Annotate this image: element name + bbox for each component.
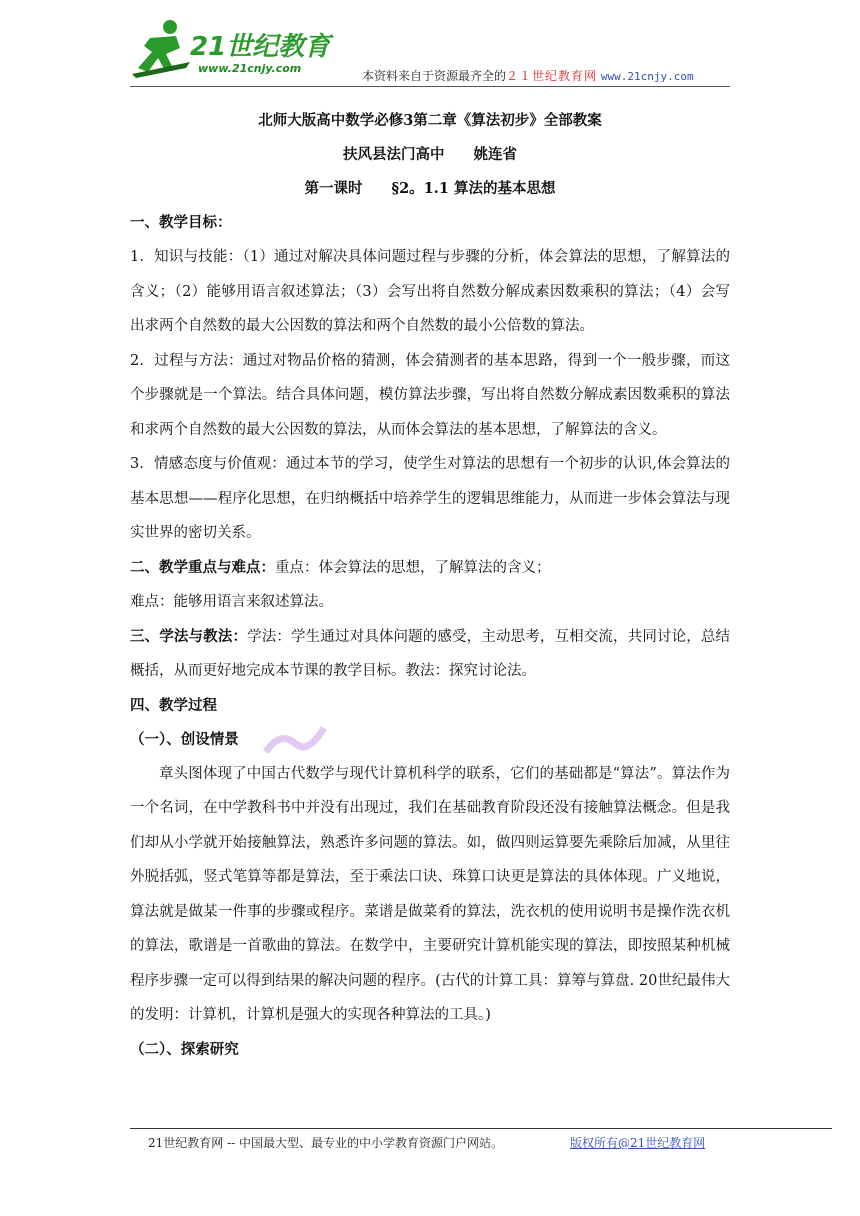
section-objectives-heading: 一、教学目标： xyxy=(130,214,232,231)
footer-text: 21世纪教育网 -- 中国最大型、最专业的中小学教育资源门户网站。 xyxy=(148,1136,504,1150)
header-divider xyxy=(130,86,730,87)
objective-attitude: 3．情感态度与价值观：通过本节的学习，使学生对算法的思想有一个初步的认识,体会算法的基本思想——程序化思想，在归纳概括中培养学生的逻辑思维能力，从而进一步体会算法与现实世界的密切关系。 xyxy=(130,456,730,541)
subsection-explore-heading: （二）、探索研究 xyxy=(130,1040,239,1058)
header-note xyxy=(362,67,694,84)
lesson-title: 第一课时 §2。1.1 算法的基本思想 xyxy=(304,180,556,197)
objective-process: 2．过程与方法：通过对物品价格的猜测，体会猜测者的基本思路，得到一个一般步骤，而这个步骤就是一个算法。结合具体问题，模仿算法步骤，写出将自然数分解成素因数乘积的算法和求两个自然数的最大公因数的算法，从而体会算法的基本思想，了解算法的含义。 xyxy=(130,352,730,438)
section-keypoints-heading: 二、教学重点与难点： xyxy=(130,558,275,576)
objective-knowledge: 1．知识与技能：（1）通过对解决具体问题过程与步骤的分析，体会算法的思想，了解算法的含义；（2）能够用语言叙述算法；（3）会写出将自然数分解成素因数乘积的算法；（4）会写出求两个自然数的最大公因数的算法和两个自然数的最小公倍数的算法。 xyxy=(130,249,730,334)
logo-url: www.21cnjy.com xyxy=(198,62,302,75)
page-header xyxy=(0,0,860,92)
footer-divider xyxy=(130,1128,832,1129)
header-note-prefix: 本资料来自于资源最齐全的 xyxy=(362,69,507,83)
document-author: 扶风县法门高中 姚连省 xyxy=(343,146,517,163)
footer-copyright-link[interactable]: 版权所有@21世纪教育网 xyxy=(570,1136,706,1150)
section-keypoints-text: 重点：体会算法的思想，了解算法的含义； xyxy=(275,559,551,576)
document-body xyxy=(130,104,730,1067)
section-difficulty: 难点：能够用语言来叙述算法。 xyxy=(130,594,333,610)
section-methods-heading: 三、学法与教法： xyxy=(130,627,248,645)
scenario-paragraph: 章头图体现了中国古代数学与现代计算机科学的联系，它们的基础都是“算法”。算法作为一个名词，在中学教科书中并没有出现过，我们在基础教育阶段还没有接触算法概念。但是我们却从小学就开始接触算法，熟悉许多问题的算法。如，做四则运算要先乘除后加减，从里往外脱括弧，竖式笔算等都是算法，至于乘法口诀、珠算口诀更是算法的具体体现。广义地说，算法就是做某一件事的步骤或程序。菜谱是做菜肴的算法，洗衣机的使用说明书是操作洗衣机的算法，歌谱是一首歌曲的算法。在数学中，主要研究计算机能实现的算法，即按照某种机械程序步骤一定可以得到结果的解决问题的程序。(古代的计算工具：算筹与算盘. 20世纪最伟大的发明：计算机，计算机是强大的实现各种算法的工具。) xyxy=(130,765,730,1023)
header-site-name[interactable]: ２１世纪教育网 xyxy=(506,69,598,83)
watermark-mark xyxy=(262,722,328,762)
header-site-url[interactable]: www.21cnjy.com xyxy=(600,70,694,83)
section-methods xyxy=(130,620,730,689)
logo-text: 21世纪教育 xyxy=(190,32,331,62)
section-methods-text: 学法：学生通过对具体问题的感受，主动思考，互相交流，共同讨论，总结概括，从而更好地完成本节课的教学目标。教法：探究讨论法。 xyxy=(130,628,731,679)
section-process-heading: 四、教学过程 xyxy=(130,696,217,714)
section-keypoints xyxy=(130,551,730,586)
subsection-scenario-heading: （一）、创设情景 xyxy=(130,730,239,748)
document-title: 北师大版高中数学必修3第二章《算法初步》全部教案 xyxy=(258,112,602,129)
site-logo[interactable] xyxy=(130,18,350,88)
